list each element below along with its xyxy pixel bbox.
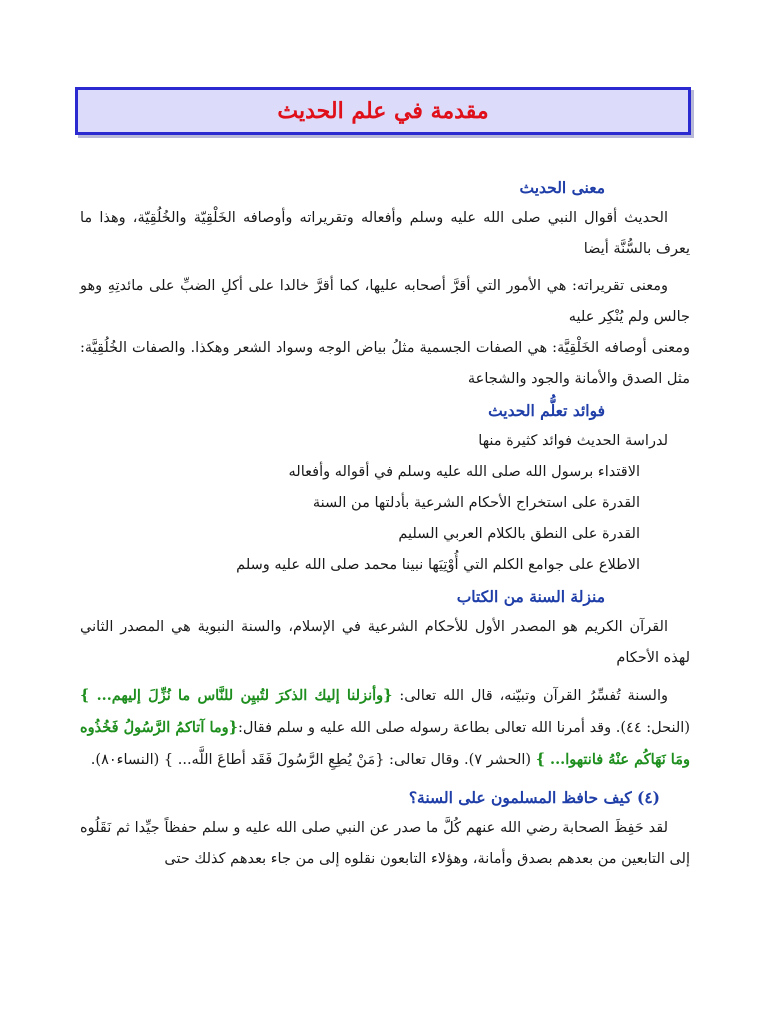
paragraph-preservation-1: لقد حَفِظَ الصحابة رضي الله عنهم كُلَّ ما صدر عن النبي صلى الله عليه و سلم حفظاً جيِّدا ثم نَقَلُوه إلى التابعين من بعدهم بصدق وأمانة، وهؤلاء التابعون نقلوه إلى من جاء بعدهم كذلك حتى xyxy=(80,820,690,867)
paragraph-status-2 xyxy=(80,680,690,776)
paragraph-meaning-3: ومعنى أوصافه الخَلْقِيَّة: هي الصفات الجسمية مثلُ بياض الوجه وسواد الشعر وهكذا. والصفات الخُلُقِيَّة: مثل الصدق والأمانة والجود والشجاعة xyxy=(80,340,690,387)
document-body xyxy=(80,172,690,875)
paragraph-meaning-2: ومعنى تقريراته: هي الأمور التي أقرَّ أصحابه عليها، كما أقرَّ خالدا على أكلِ الضبِّ على مائدتِهِ وهو جالس ولم يُنْكِر عليه xyxy=(80,278,690,325)
heading-benefits: فوائد تعلُّم الحديث xyxy=(488,401,605,420)
heading-meaning: معنى الحديث xyxy=(519,178,605,197)
benefits-list xyxy=(80,426,690,581)
benefits-intro: لدراسة الحديث فوائد كثيرة منها xyxy=(478,433,668,449)
status-text-c: (الحشر ٧). وقال تعالى: {مَنْ يُطِعِ الرَّسُولَ فَقَد أطاعَ اللَّه... } (النساء٨٠). xyxy=(90,752,536,768)
page-title: مقدمة في علم الحديث xyxy=(277,98,489,124)
list-item: القدرة على النطق بالكلام العربي السليم xyxy=(398,526,640,542)
title-box xyxy=(75,87,691,135)
paragraph-status-1: القرآن الكريم هو المصدر الأول للأحكام الشرعية في الإسلام، والسنة النبوية هي المصدر الثاني لهذه الأحكام xyxy=(80,619,690,666)
list-item: الاطلاع على جوامع الكلم التي أُوْتِيَها نبينا محمد صلى الله عليه وسلم xyxy=(236,557,640,573)
heading-preservation: (٤) كيف حافظ المسلمون على السنة؟ xyxy=(408,788,660,807)
heading-status: منزلة السنة من الكتاب xyxy=(456,587,605,606)
list-item: القدرة على استخراج الأحكام الشرعية بأدلتها من السنة xyxy=(312,495,640,511)
list-item: الاقتداء برسول الله صلى الله عليه وسلم في أقواله وأفعاله xyxy=(288,464,640,480)
paragraph-meaning-1: الحديث أقوال النبي صلى الله عليه وسلم وأفعاله وتقريراته وأوصافه الخَلْقِيّة والخُلُقِيّة، وهذا ما يعرف بالسُّنَّة أيضا xyxy=(80,210,690,257)
quran-verse-2: {وما آتاكمُ الرَّسُولُ فَخُذُوه ومَا نَهَاكُم عنْهُ فانتهوا... } xyxy=(80,719,690,768)
quran-verse-1: {وأنزلنا إليك الذكرَ لتُبيِن للنَّاس ما نُزِّلَ إليهم... } xyxy=(80,687,393,704)
status-text-a: والسنة تُفسِّرُ القرآن وتبيّنه، قال الله تعالى: xyxy=(392,688,668,704)
status-text-b: (النحل: ٤٤). وقد أمرنا الله تعالى بطاعة رسوله صلى الله عليه و سلم فقال: xyxy=(237,720,690,736)
